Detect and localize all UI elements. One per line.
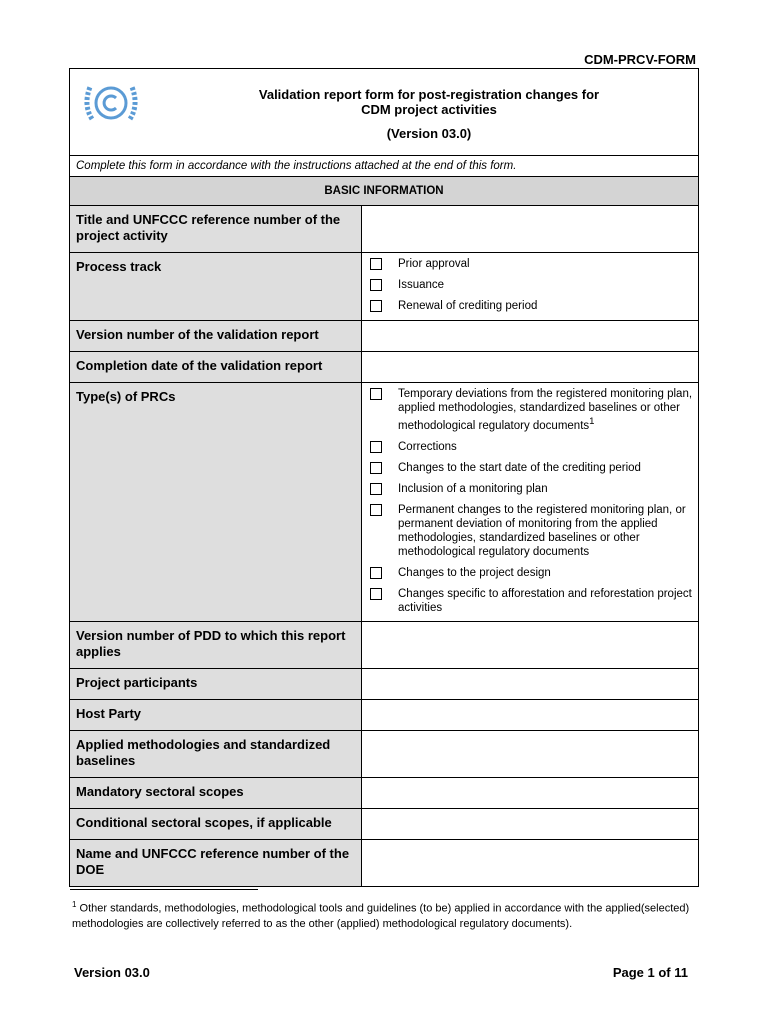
row-host-party xyxy=(70,700,698,731)
row-methodologies xyxy=(70,731,698,778)
title-line-1: Validation report form for post-registration changes for xyxy=(258,87,600,102)
option-permanent-changes xyxy=(370,503,696,559)
field-label: Host Party xyxy=(70,700,362,730)
option-project-design-change xyxy=(370,566,696,580)
title-line-2: CDM project activities xyxy=(361,102,497,117)
option-label: Inclusion of a monitoring plan xyxy=(398,482,548,495)
footnote-ref: 1 xyxy=(589,416,595,427)
footer-version: Version 03.0 xyxy=(74,965,150,980)
row-mandatory-scopes xyxy=(70,778,698,809)
option-afforestation xyxy=(370,587,696,615)
field-label: Version number of PDD to which this report applies xyxy=(70,622,362,668)
option-label: Prior approval xyxy=(398,258,470,270)
checkbox[interactable] xyxy=(370,567,382,579)
process-track-options xyxy=(362,253,698,320)
option-label: Corrections xyxy=(398,440,457,453)
row-version-pdd xyxy=(70,622,698,669)
option-label: Changes to the project design xyxy=(398,566,551,579)
option-label: Changes to the start date of the crediting period xyxy=(398,461,641,474)
methodologies-field[interactable] xyxy=(362,731,698,777)
form-title xyxy=(160,87,698,141)
form-version: (Version 03.0) xyxy=(386,126,472,141)
option-start-date-change xyxy=(370,461,696,475)
row-conditional-scopes xyxy=(70,809,698,840)
conditional-scopes-field[interactable] xyxy=(362,809,698,839)
title-ref-field[interactable] xyxy=(362,206,698,252)
field-label: Title and UNFCCC reference number of the project activity xyxy=(70,206,362,252)
participants-field[interactable] xyxy=(362,669,698,699)
field-label: Project participants xyxy=(70,669,362,699)
row-title-ref xyxy=(70,206,698,253)
section-heading: BASIC INFORMATION xyxy=(70,177,698,206)
checkbox[interactable] xyxy=(370,300,382,312)
option-label: Renewal of crediting period xyxy=(398,300,538,312)
row-version-report xyxy=(70,321,698,352)
field-label: Conditional sectoral scopes, if applicable xyxy=(70,809,362,839)
checkbox[interactable] xyxy=(370,258,382,270)
checkbox[interactable] xyxy=(370,504,382,516)
row-participants xyxy=(70,669,698,700)
instructions-text: Complete this form in accordance with the instructions attached at the end of this form. xyxy=(70,156,698,177)
row-types-prcs xyxy=(70,383,698,622)
row-doe xyxy=(70,840,698,886)
option-label: Temporary deviations from the registered monitoring plan, applied methodologies, standardized baselines or other methodological regulatory documents xyxy=(398,388,693,432)
validation-form xyxy=(69,68,699,887)
row-completion-date xyxy=(70,352,698,383)
form-header xyxy=(70,69,698,156)
field-label: Completion date of the validation report xyxy=(70,352,362,382)
row-process-track xyxy=(70,253,698,321)
mandatory-scopes-field[interactable] xyxy=(362,778,698,808)
option-temporary-deviations xyxy=(370,387,696,433)
option-label: Permanent changes to the registered monitoring plan, or permanent deviation of monitoring from the applied methodologies, standardized baselines or other methodological regulatory documents xyxy=(398,503,686,558)
field-label: Applied methodologies and standardized baselines xyxy=(70,731,362,777)
option-prior-approval xyxy=(370,257,696,271)
checkbox[interactable] xyxy=(370,588,382,600)
host-party-field[interactable] xyxy=(362,700,698,730)
option-issuance xyxy=(370,278,696,292)
field-label: Name and UNFCCC reference number of the DOE xyxy=(70,840,362,886)
version-report-field[interactable] xyxy=(362,321,698,351)
prc-options xyxy=(362,383,698,621)
option-label: Issuance xyxy=(398,279,445,291)
version-pdd-field[interactable] xyxy=(362,622,698,668)
unfccc-logo xyxy=(80,77,142,129)
form-code: CDM-PRCV-FORM xyxy=(584,52,696,67)
option-inclusion-monitoring-plan xyxy=(370,482,696,496)
checkbox[interactable] xyxy=(370,279,382,291)
field-label: Process track xyxy=(70,253,362,320)
checkbox[interactable] xyxy=(370,388,382,400)
page-number: Page 1 of 11 xyxy=(612,965,688,980)
footnote-divider xyxy=(70,889,258,890)
footnote-text: Other standards, methodologies, methodological tools and guidelines (to be) applied in accordance with the applied(selected) methodologies are collectively referred to as the other (applied) methodological regulatory documents). xyxy=(72,902,690,930)
checkbox[interactable] xyxy=(370,441,382,453)
field-label: Mandatory sectoral scopes xyxy=(70,778,362,808)
checkbox[interactable] xyxy=(370,483,382,495)
footnote xyxy=(72,897,700,932)
checkbox[interactable] xyxy=(370,462,382,474)
doe-field[interactable] xyxy=(362,840,698,886)
option-label: Changes specific to afforestation and reforestation project activities xyxy=(398,587,692,614)
option-corrections xyxy=(370,440,696,454)
option-renewal xyxy=(370,299,696,313)
footnote-number: 1 xyxy=(72,900,77,909)
completion-date-field[interactable] xyxy=(362,352,698,382)
field-label: Type(s) of PRCs xyxy=(70,383,362,621)
field-label: Version number of the validation report xyxy=(70,321,362,351)
